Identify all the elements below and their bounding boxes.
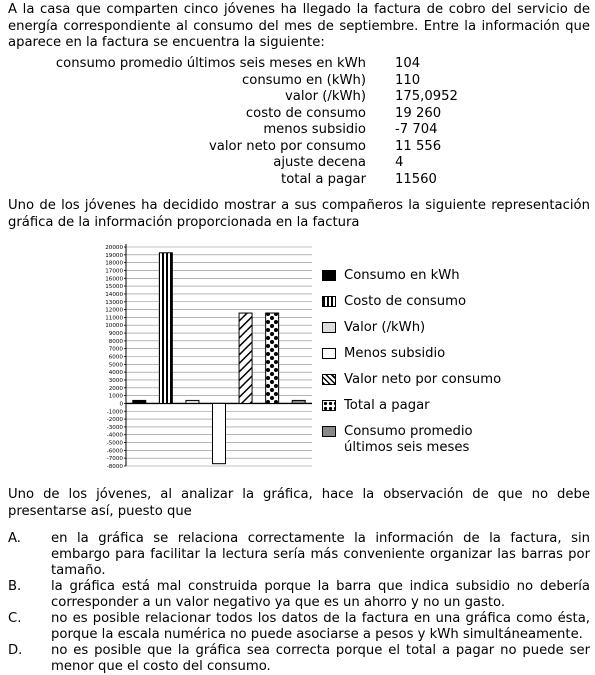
y-tick-label: 4000 [108,370,123,377]
option-a[interactable] [8,531,590,579]
option-c[interactable] [8,611,590,643]
bill-value: -7 704 [395,122,438,137]
y-tick-label: 9000 [108,331,123,338]
bill-label: ajuste decena [273,155,366,170]
legend-swatch [322,348,336,359]
y-tick-label: 18000 [105,260,123,267]
legend-label: Valor (/kWh) [344,320,426,335]
y-tick-label: 17000 [105,268,123,275]
y-tick-label: 10000 [105,323,123,330]
bar-chart [90,240,315,470]
bill-label: menos subsidio [263,122,366,137]
bill-value: 175,0952 [395,89,458,104]
legend-swatch [322,296,336,307]
legend-swatch [322,322,336,333]
y-tick-label: 2000 [108,385,123,392]
y-tick-label: -6000 [106,448,123,455]
y-tick-label: 13000 [105,299,123,306]
option-d[interactable] [8,643,590,675]
bar [292,400,305,403]
y-tick-label: -8000 [106,464,123,470]
bill-label: valor (/kWh) [285,89,366,104]
bill-row [8,73,508,90]
bill-label: valor neto por consumo [208,138,366,154]
bill-value: 19 260 [395,105,442,121]
bill-value: 104 [395,56,421,71]
y-tick-label: 3000 [108,377,123,384]
y-tick-label: 7000 [108,346,123,353]
y-tick-label: 14000 [105,291,123,298]
bill-label: total a pagar [281,171,366,187]
y-tick-label: 15000 [105,284,123,291]
y-tick-label: 6000 [108,354,123,361]
bill-value: 4 [395,155,404,170]
answer-options [8,531,590,675]
legend-swatch [322,426,336,437]
y-tick-label: -2000 [106,417,123,424]
option-text: no es posible que la gráfica sea correcta porque el total a pagar no puede ser menor que el costo del consumo. [51,643,590,674]
option-text: no es posible relacionar todos los datos de la factura en una gráfica como ésta, porque la escala numérica no puede asociarse a pesos y kWh simultáneamente. [51,611,590,642]
bill-row [8,89,508,106]
bar [266,313,279,403]
y-tick-label: 1000 [108,393,123,400]
chart-intro-paragraph: Uno de los jóvenes ha decidido mostrar a sus compañeros la siguiente representación gráfica de la información proporcionada en la factura [8,198,590,230]
bill-row [8,106,508,123]
option-letter: C. [8,611,22,626]
y-tick-label: -7000 [106,456,123,463]
bill-label: consumo en (kWh) [242,72,366,88]
y-tick-label: 19000 [105,252,123,259]
legend-label: Costo de consumo [344,294,467,309]
bill-label: consumo promedio últimos seis meses en kWh [55,56,366,71]
y-tick-label: -5000 [106,440,123,447]
question-paragraph: Uno de los jóvenes, al analizar la gráfica, hace la observación de que no debe presentarse así, puesto que [8,487,590,519]
bill-row [8,172,508,189]
bill-value: 11560 [395,171,437,187]
y-tick-label: 0 [119,401,123,408]
legend-label: Total a pagar [344,398,430,413]
option-b[interactable] [8,579,590,611]
y-tick-label: 12000 [105,307,123,314]
legend-swatch [322,270,336,281]
legend-label: Consumo en kWh [344,268,460,283]
bar [239,313,252,403]
bill-value: 11 556 [395,138,442,154]
option-text: en la gráfica se relaciona correctamente la información de la factura, sin embargo para facilitar la lectura sería más conveniente organizar las barras por tamaño. [51,531,590,578]
y-tick-label: 20000 [105,245,123,251]
y-tick-label: -3000 [106,424,123,431]
y-tick-label: -4000 [106,432,123,439]
bill-label: costo de consumo [245,105,366,121]
legend-label: Menos subsidio [344,346,446,361]
bar [213,403,226,463]
y-tick-label: 16000 [105,276,123,283]
bill-value: 110 [395,72,421,88]
option-text: la gráfica está mal construida porque la barra que indica subsidio no debería corresponder a un valor negativo ya que es un ahorro y no un gasto. [51,579,590,610]
y-tick-label: 8000 [108,338,123,345]
option-letter: D. [8,643,23,658]
y-tick-label: 5000 [108,362,123,369]
y-tick-label: -1000 [106,409,123,416]
bill-row [8,56,508,73]
bar [133,400,146,403]
bill-row [8,122,508,139]
option-letter: B. [8,579,22,594]
legend-label: Valor neto por consumo [344,372,502,387]
y-tick-label: 11000 [105,315,123,322]
legend-label: Consumo promedio últimos seis meses [344,424,473,455]
option-letter: A. [8,531,21,546]
legend-swatch [322,400,336,411]
bill-row [8,139,508,156]
bill-row [8,155,508,172]
intro-paragraph: A la casa que comparten cinco jóvenes ha llegado la factura de cobro del servicio de energía correspondiente al consumo del mes de septiembre. Entre la información que aparece en la factura se encuentra la siguiente: [8,2,590,50]
bar [186,400,199,403]
legend-swatch [322,374,336,385]
bar [159,253,172,404]
